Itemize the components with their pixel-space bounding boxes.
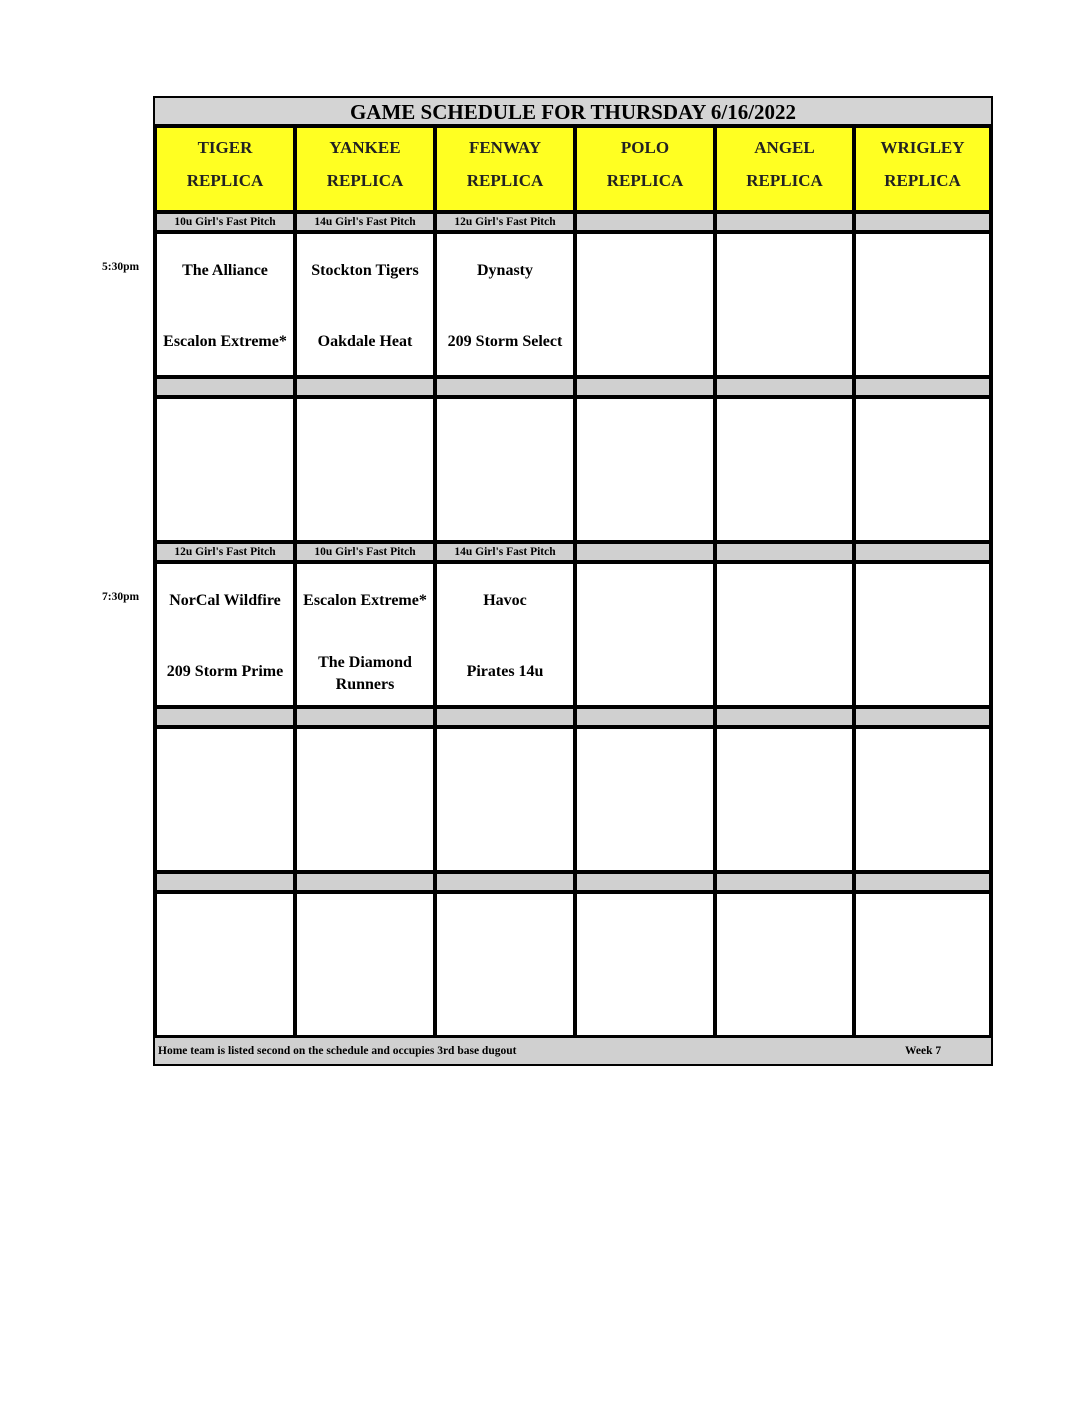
field-type: REPLICA — [606, 171, 684, 190]
game-cell — [155, 232, 295, 377]
division-label — [854, 212, 991, 232]
field-name: ANGEL — [754, 138, 815, 157]
game-cell — [435, 892, 575, 1037]
division-label — [295, 872, 435, 892]
home-team: Escalon Extreme* — [163, 333, 287, 350]
division-label — [854, 377, 991, 397]
division-label — [295, 377, 435, 397]
away-team: NorCal Wildfire — [169, 592, 281, 609]
division-label — [715, 707, 854, 727]
schedule-title: GAME SCHEDULE FOR THURSDAY 6/16/2022 — [155, 98, 991, 126]
division-label — [155, 872, 295, 892]
field-header-polo — [575, 126, 715, 212]
field-header-wrigley — [854, 126, 991, 212]
division-label — [575, 377, 715, 397]
game-cell — [854, 562, 991, 707]
division-label — [715, 377, 854, 397]
field-name: POLO — [620, 138, 670, 157]
game-cell — [715, 397, 854, 542]
division-label — [715, 212, 854, 232]
away-team: The Alliance — [182, 262, 268, 279]
game-cell — [155, 562, 295, 707]
field-header-fenway — [435, 126, 575, 212]
home-team: The Diamond Runners — [318, 654, 412, 693]
field-type: REPLICA — [186, 171, 264, 190]
away-team: Escalon Extreme* — [303, 592, 427, 609]
division-label — [715, 872, 854, 892]
time-label: 5:30pm — [102, 261, 140, 273]
game-cell — [715, 232, 854, 377]
game-cell — [854, 232, 991, 377]
game-cell — [715, 727, 854, 872]
game-cell — [854, 727, 991, 872]
game-cell — [155, 727, 295, 872]
game-cell — [435, 232, 575, 377]
field-type: REPLICA — [884, 171, 961, 190]
game-cell — [854, 397, 991, 542]
division-label — [575, 542, 715, 562]
game-cell — [155, 892, 295, 1037]
game-cell — [295, 397, 435, 542]
field-type: REPLICA — [466, 171, 544, 190]
division-label — [854, 872, 991, 892]
home-team: 209 Storm Select — [447, 333, 563, 350]
division-label — [715, 542, 854, 562]
game-cell — [435, 727, 575, 872]
field-header-yankee — [295, 126, 435, 212]
field-type: REPLICA — [746, 171, 823, 190]
game-cell — [295, 232, 435, 377]
division-label — [295, 707, 435, 727]
time-label: 7:30pm — [102, 591, 140, 603]
game-cell — [295, 892, 435, 1037]
home-team: 209 Storm Prime — [166, 663, 284, 680]
division-label: 10u Girl's Fast Pitch — [295, 542, 435, 562]
game-cell — [435, 397, 575, 542]
game-cell — [575, 727, 715, 872]
game-cell — [295, 727, 435, 872]
game-cell — [155, 397, 295, 542]
home-team: Pirates 14u — [466, 663, 544, 680]
division-label — [435, 377, 575, 397]
division-label: 12u Girl's Fast Pitch — [155, 542, 295, 562]
division-label: 14u Girl's Fast Pitch — [295, 212, 435, 232]
game-cell — [854, 892, 991, 1037]
away-team: Havoc — [483, 592, 527, 609]
field-header-angel — [715, 126, 854, 212]
field-name: FENWAY — [468, 138, 542, 157]
week-label: Week 7 — [905, 1045, 942, 1057]
field-type: REPLICA — [326, 171, 404, 190]
game-cell — [295, 562, 435, 707]
division-label — [575, 707, 715, 727]
field-name: TIGER — [197, 138, 253, 157]
division-label — [854, 707, 991, 727]
game-cell — [575, 892, 715, 1037]
division-label — [575, 212, 715, 232]
schedule-table — [153, 96, 993, 1066]
game-cell — [575, 397, 715, 542]
division-label — [155, 707, 295, 727]
home-team-note: Home team is listed second on the schedule and occupies 3rd base dugout — [158, 1045, 517, 1057]
division-label — [854, 542, 991, 562]
division-label — [435, 707, 575, 727]
division-label — [435, 872, 575, 892]
division-label — [155, 377, 295, 397]
division-label — [575, 872, 715, 892]
field-name: YANKEE — [329, 138, 401, 157]
home-team: Oakdale Heat — [317, 333, 413, 350]
game-cell — [715, 562, 854, 707]
schedule-footer — [155, 1036, 991, 1064]
division-label: 14u Girl's Fast Pitch — [435, 542, 575, 562]
division-label: 10u Girl's Fast Pitch — [155, 212, 295, 232]
game-cell — [715, 892, 854, 1037]
game-cell — [575, 232, 715, 377]
game-cell — [575, 562, 715, 707]
field-name: WRIGLEY — [880, 138, 965, 157]
away-team: Stockton Tigers — [311, 262, 419, 279]
field-header-tiger — [155, 126, 295, 212]
game-cell — [435, 562, 575, 707]
away-team: Dynasty — [476, 262, 533, 279]
division-label: 12u Girl's Fast Pitch — [435, 212, 575, 232]
